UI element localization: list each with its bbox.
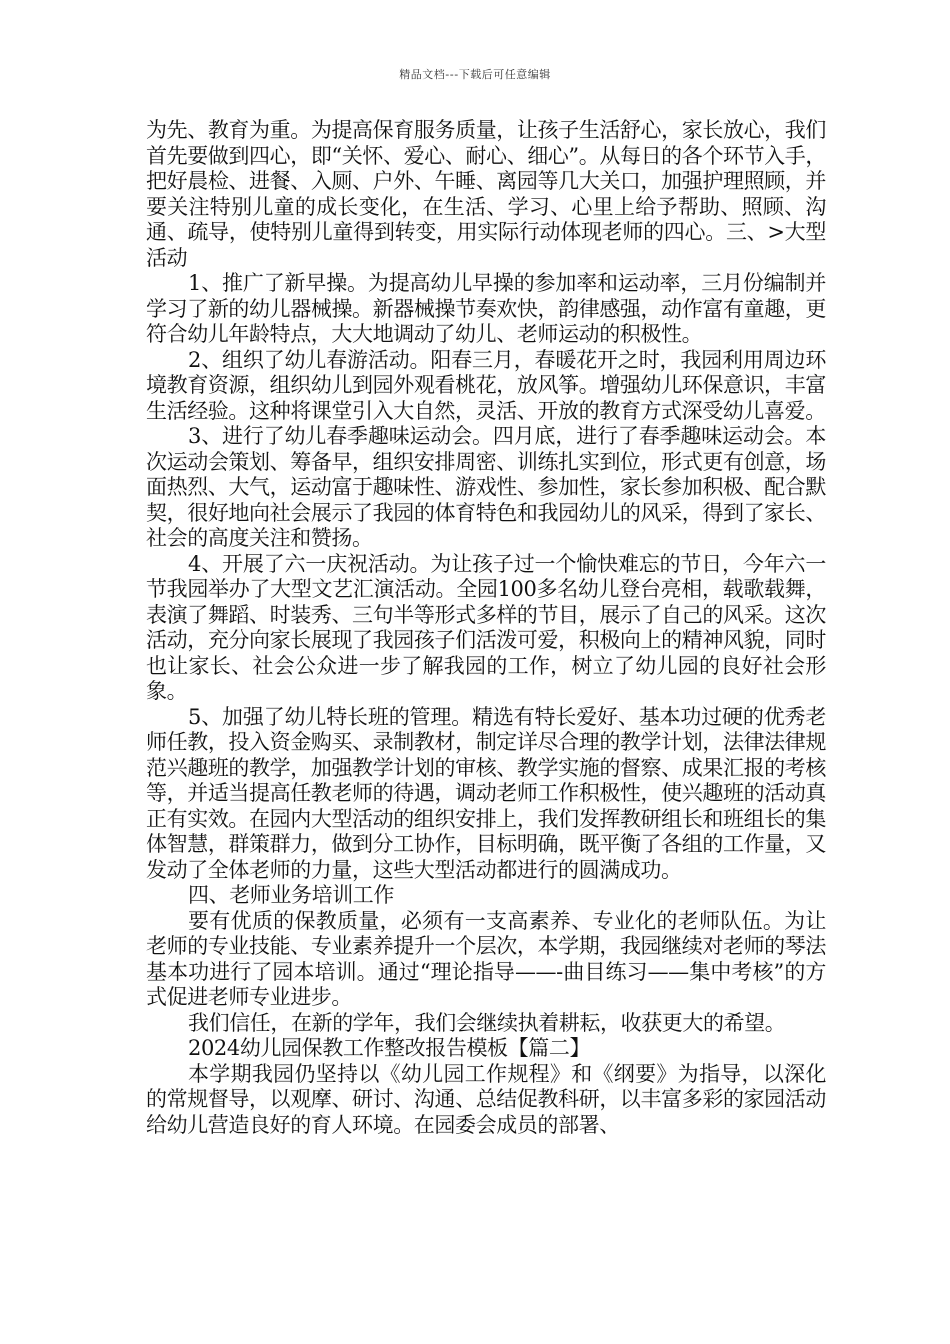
paragraph-9: 我们信任，在新的学年，我们会继续执着耕耘，收获更大的希望。	[188, 1010, 786, 1035]
document-body	[146, 118, 826, 1138]
paragraph-8: 要有优质的保教质量，必须有一支高素养、专业化的老师队伍。为让老师的专业技能、专业素养提升一个层次，本学期，我园继续对老师的琴法基本功进行了园本培训。通过“理论指导——-曲目练习——集中考核”的方式促进老师专业进步。	[146, 908, 826, 1009]
paragraph-11: 本学期我园仍坚持以《幼儿园工作规程》和《纲要》为指导，以深化的常规督导，以观摩、研讨、沟通、总结促教科研，以丰富多彩的家园活动给幼儿营造良好的育人环境。在园委会成员的部署、	[146, 1061, 826, 1137]
paragraph-3: 2、组织了幼儿春游活动。阳春三月，春暖花开之时，我园利用周边环境教育资源，组织幼儿到园外观看桃花，放风筝。增强幼儿环保意识，丰富生活经验。这种将课堂引入大自然，灵活、开放的教育方式深受幼儿喜爱。	[146, 347, 826, 423]
paragraph-6: 5、加强了幼儿特长班的管理。精选有特长爱好、基本功过硬的优秀老师任教，投入资金购买、录制教材，制定详尽合理的教学计划，法律法律规范兴趣班的教学，加强教学计划的审核、教学实施的督察、成果汇报的考核等，并适当提高任教老师的待遇，调动老师工作积极性，使兴趣班的活动真正有实效。在园内大型活动的组织安排上，我们发挥教研组长和班组长的集体智慧，群策群力，做到分工协作，目标明确，既平衡了各组的工作量，又发动了全体老师的力量，这些大型活动都进行的圆满成功。	[146, 704, 826, 882]
article-title-part-two: 2024幼儿园保教工作整改报告模板【篇二】	[188, 1036, 591, 1060]
paragraph-5: 4、开展了六一庆祝活动。为让孩子过一个愉快难忘的节日，今年六一节我园举办了大型文艺汇演活动。全园100多名幼儿登台亮相，载歌载舞，表演了舞蹈、时装秀、三句半等形式多样的节目，展示了自己的风采。这次活动，充分向家长展现了我园孩子们活泼可爱，积极向上的精神风貌，同时也让家长、社会公众进一步了解我园的工作，树立了幼儿园的良好社会形象。	[146, 551, 826, 703]
paragraph-1: 为先、教育为重。为提高保育服务质量，让孩子生活舒心，家长放心，我们首先要做到四心，即“关怀、爱心、耐心、细心”。从每日的各个环节入手，把好晨检、进餐、入厕、户外、午睡、离园等几大关口，加强护理照顾，并要关注特别儿童的成长变化，在生活、学习、心里上给予帮助、照顾、沟通、疏导，使特别儿童得到转变，用实际行动体现老师的四心。三、>大型活动	[146, 118, 826, 270]
section-heading-teacher-training: 四、老师业务培训工作	[188, 883, 394, 907]
paragraph-4: 3、进行了幼儿春季趣味运动会。四月底，进行了春季趣味运动会。本次运动会策划、筹备早，组织安排周密、训练扎实到位，形式更有创意，场面热烈、大气，运动富于趣味性、游戏性、参加性，家长参加积极、配合默契，很好地向社会展示了我园的体育特色和我园幼儿的风采，得到了家长、社会的高度关注和赞扬。	[146, 424, 826, 550]
page-header: 精品文档---下载后可任意编辑	[399, 68, 551, 81]
paragraph-2: 1、推广了新早操。为提高幼儿早操的参加率和运动率，三月份编制并学习了新的幼儿器械操。新器械操节奏欢快，韵律感强，动作富有童趣，更符合幼儿年龄特点，大大地调动了幼儿、老师运动的积极性。	[146, 271, 826, 346]
